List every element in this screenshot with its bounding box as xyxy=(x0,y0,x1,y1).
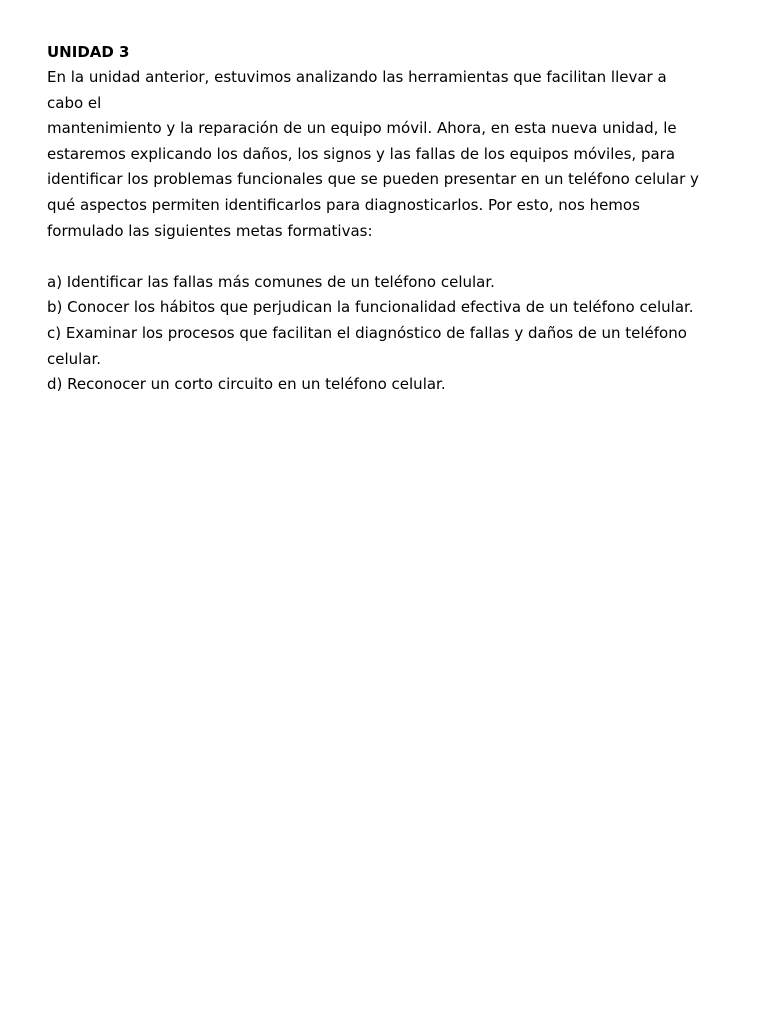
intro-line: formulado las siguientes metas formativas: xyxy=(47,221,373,240)
unit-title: UNIDAD 3 xyxy=(47,43,130,61)
intro-line: estaremos explicando los daños, los signos y las fallas de los equipos móviles, para xyxy=(47,144,676,163)
goal-line: a) Identificar las fallas más comunes de un teléfono celular. xyxy=(47,272,495,291)
intro-line: identificar los problemas funcionales que se pueden presentar en un teléfono celular y xyxy=(47,170,699,189)
goals-list xyxy=(47,270,737,398)
paragraph-spacer xyxy=(47,244,737,270)
intro-line: mantenimiento y la reparación de un equipo móvil. Ahora, en esta nueva unidad, le xyxy=(47,119,677,138)
intro-paragraph xyxy=(47,65,737,244)
intro-line: qué aspectos permiten identificarlos para diagnosticarlos. Por esto, nos hemos xyxy=(47,195,640,214)
document-page xyxy=(47,40,737,398)
goal-line: c) Examinar los procesos que facilitan el diagnóstico de fallas y daños de un teléfono xyxy=(47,323,687,342)
intro-line: cabo el xyxy=(47,93,102,112)
goal-line: celular. xyxy=(47,349,102,368)
goal-line: d) Reconocer un corto circuito en un teléfono celular. xyxy=(47,375,446,394)
intro-line: En la unidad anterior, estuvimos analizando las herramientas que facilitan llevar a xyxy=(47,68,667,86)
goal-line: b) Conocer los hábitos que perjudican la funcionalidad efectiva de un teléfono celular. xyxy=(47,298,694,317)
